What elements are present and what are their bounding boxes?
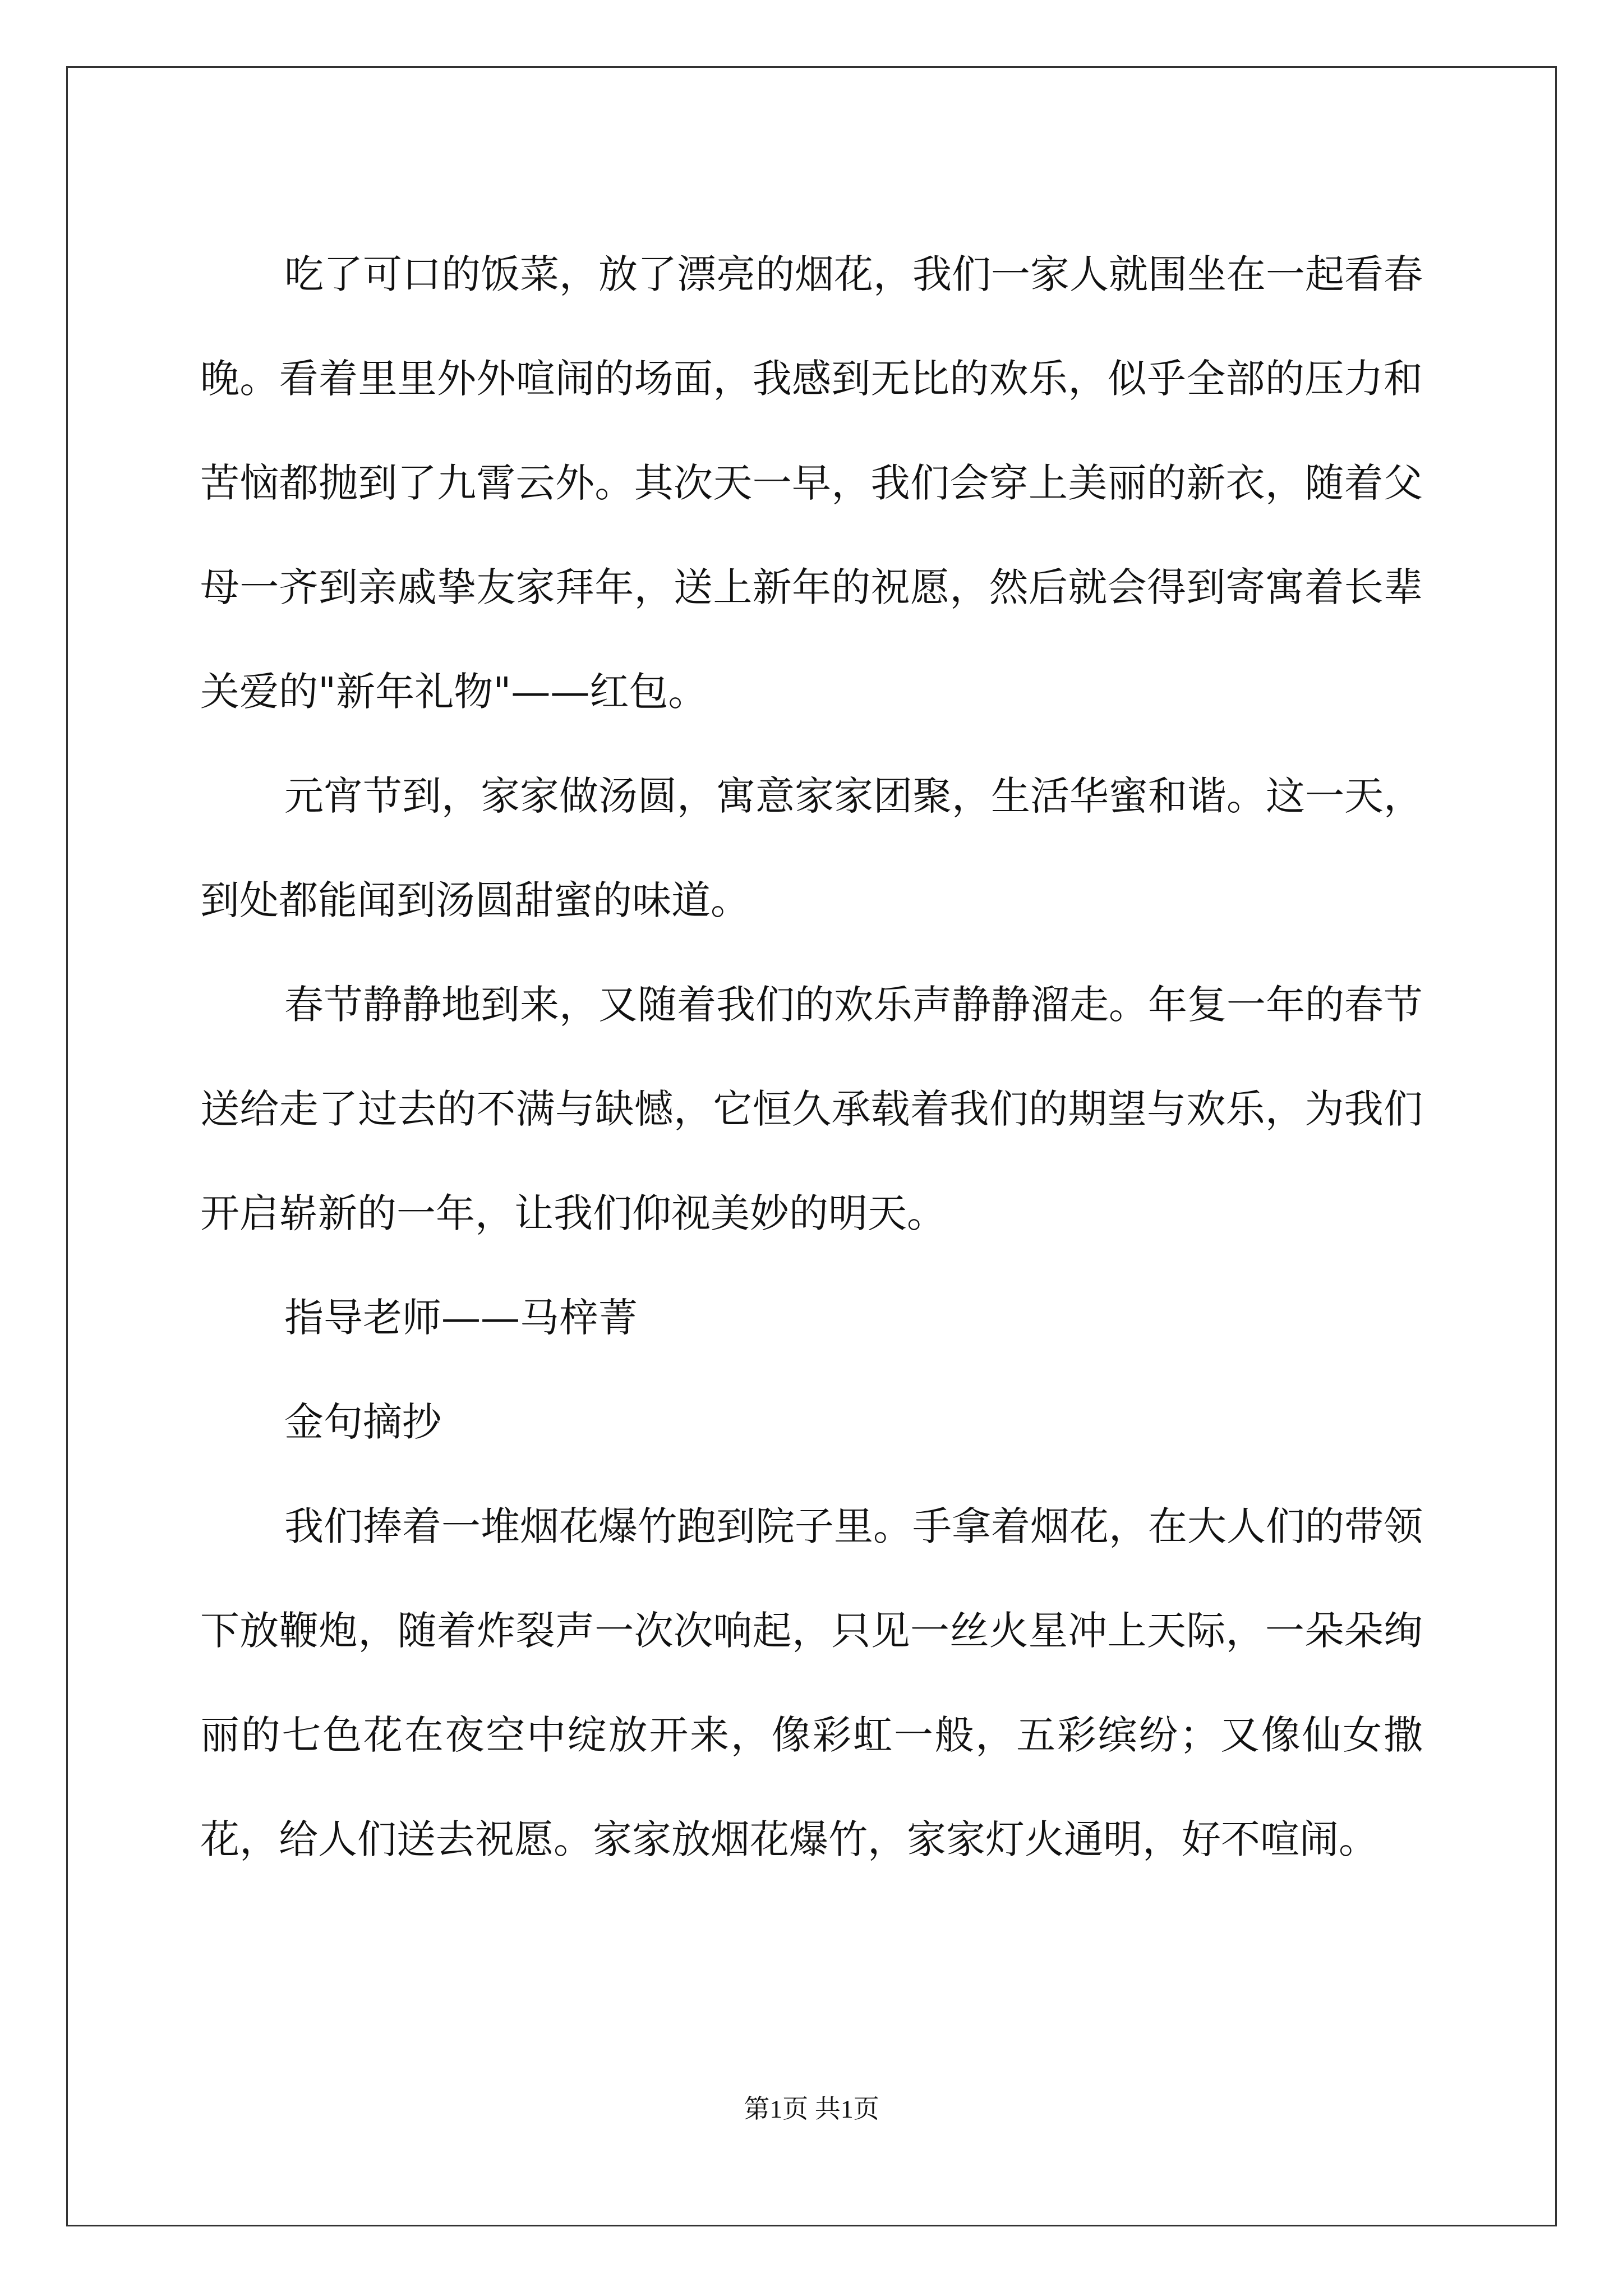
paragraph-teacher: 指导老师——马梓菁 [284, 1295, 638, 1341]
paragraph-quotes-heading: 金句摘抄 [284, 1399, 441, 1445]
paragraph-lantern-festival: 元宵节到，家家做汤圆，寓意家家团聚，生活华蜜和谐。这一天，到处都能闻到汤圆甜蜜的味道。 [200, 773, 1423, 923]
paragraph-fireworks-quote: 我们捧着一堆烟花爆竹跑到院子里。手拿着烟花，在大人们的带领下放鞭炮，随着炸裂声一次次响起，只见一丝火星冲上天际，一朵朵绚丽的七色花在夜空中绽放开来，像彩虹一般，五彩缤纷；又像仙女撒花，给人们送去祝愿。家家放烟花爆竹，家家灯火通明，好不喧闹。 [200, 1503, 1423, 1862]
document-body [200, 222, 1423, 1892]
page-footer: 第1页 共1页 [744, 2095, 879, 2123]
paragraph-conclusion: 春节静静地到来，又随着我们的欢乐声静静溜走。年复一年的春节送给走了过去的不满与缺憾，它恒久承载着我们的期望与欢乐，为我们开启崭新的一年，让我们仰视美妙的明天。 [200, 982, 1423, 1236]
paragraph-spring-festival-evening: 吃了可口的饭菜，放了漂亮的烟花，我们一家人就围坐在一起看春晚。看着里里外外喧闹的场面，我感到无比的欢乐，似乎全部的压力和苦恼都抛到了九霄云外。其次天一早，我们会穿上美丽的新衣，随着父母一齐到亲戚挚友家拜年，送上新年的祝愿，然后就会得到寄寓着长辈关爱的"新年礼物"——红包。 [200, 251, 1423, 715]
